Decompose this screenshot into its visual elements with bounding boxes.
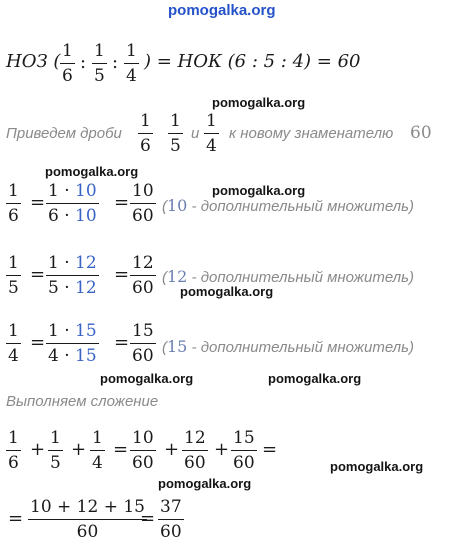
fraction <box>204 110 219 157</box>
denominator-base: 4 · <box>48 346 76 366</box>
fraction <box>168 110 183 157</box>
note-text: - дополнительный множитель) <box>187 269 415 286</box>
denominator: 60 <box>160 522 182 542</box>
fraction-bar <box>46 343 99 344</box>
note-paren: ( <box>162 339 167 356</box>
fraction <box>92 40 107 87</box>
watermark: pomogalka.org <box>158 476 252 491</box>
fraction-bar <box>158 519 184 520</box>
reduce-intro: Приведем дроби <box>6 125 122 142</box>
multiplier-note <box>162 337 414 356</box>
fraction <box>46 252 99 299</box>
numerator: 10 + 12 + 15 <box>30 497 145 517</box>
fraction-bar <box>6 343 21 344</box>
equals-sign: = <box>114 264 130 285</box>
fraction <box>130 320 156 367</box>
numerator: 1 <box>126 41 137 61</box>
equals-sign: = <box>113 439 129 460</box>
denominator: 4 <box>8 346 19 366</box>
multiplier-note <box>162 196 414 215</box>
numerator-base: 1 · <box>48 181 76 201</box>
numerator <box>46 320 99 342</box>
addition-label: Выполняем сложение <box>6 393 159 410</box>
equals-sign: = <box>262 439 278 460</box>
numerator: 15 <box>233 428 255 448</box>
denominator: 5 <box>8 278 19 298</box>
equals-sign: = <box>30 332 46 353</box>
numerator: 1 <box>92 428 103 448</box>
numerator: 12 <box>184 428 206 448</box>
fraction <box>138 110 153 157</box>
numerator: 37 <box>160 497 182 517</box>
fraction-bar <box>130 450 156 451</box>
denominator-base: 5 · <box>48 278 76 298</box>
fraction-bar <box>60 63 75 64</box>
separator: : <box>112 52 119 73</box>
denominator: 5 <box>170 136 181 156</box>
denominator: 60 <box>132 346 154 366</box>
fraction <box>130 252 156 299</box>
denominator: 60 <box>233 453 255 473</box>
reduce-intro-tail: к новому знаменателю <box>229 125 394 142</box>
fraction <box>6 180 21 227</box>
fraction-bar <box>138 133 153 134</box>
equals-sign: = <box>8 508 24 529</box>
numerator: 1 <box>8 321 19 341</box>
denominator: 5 <box>94 66 105 86</box>
fraction <box>46 180 99 227</box>
numerator: 1 <box>62 41 73 61</box>
denominator: 60 <box>132 278 154 298</box>
numerator <box>46 180 99 202</box>
fraction <box>130 180 156 227</box>
denominator: 5 <box>50 453 61 473</box>
numerator: 10 <box>132 181 154 201</box>
equals-sign: = <box>114 192 130 213</box>
fraction-bar <box>168 133 183 134</box>
watermark: pomogalka.org <box>268 371 362 386</box>
note-text: - дополнительный множитель) <box>187 198 415 215</box>
fraction-bar <box>124 63 139 64</box>
multiplier-note <box>162 267 414 286</box>
fraction-bar <box>48 450 63 451</box>
target-denominator: 60 <box>410 123 432 143</box>
multiplier: 12 <box>75 253 97 273</box>
numerator: 15 <box>132 321 154 341</box>
denominator: 4 <box>126 66 137 86</box>
fraction-bar <box>46 203 99 204</box>
fraction <box>130 427 156 474</box>
equals-sign: = <box>30 192 46 213</box>
fraction <box>231 427 257 474</box>
fraction-bar <box>92 63 107 64</box>
numerator: 1 <box>8 253 19 273</box>
numerator: 1 <box>140 111 151 131</box>
numerator: 1 <box>94 41 105 61</box>
multiplier: 15 <box>75 321 97 341</box>
numerator: 1 <box>170 111 181 131</box>
watermark: pomogalka.org <box>212 95 306 110</box>
watermark-top: pomogalka.org <box>168 2 276 19</box>
numerator: 10 <box>132 428 154 448</box>
plus-sign: + <box>71 439 87 460</box>
watermark: pomogalka.org <box>212 183 306 198</box>
equals-sign: = <box>140 508 156 529</box>
numerator: 1 <box>8 181 19 201</box>
fraction <box>124 40 139 87</box>
note-text: - дополнительный множитель) <box>187 339 415 356</box>
note-paren: ( <box>162 198 167 215</box>
fraction <box>60 40 75 87</box>
denominator: 4 <box>92 453 103 473</box>
watermark: pomogalka.org <box>45 164 139 179</box>
fraction-bar <box>204 133 219 134</box>
lcm-result: ) = НОК (6 : 5 : 4) = 60 <box>144 51 361 72</box>
fraction <box>28 496 147 543</box>
fraction-bar <box>130 275 156 276</box>
fraction-bar <box>90 450 105 451</box>
note-value: 15 <box>167 337 188 356</box>
plus-sign: + <box>30 439 46 460</box>
numerator: 1 <box>8 428 19 448</box>
conjunction: и <box>191 125 200 142</box>
fraction <box>48 427 63 474</box>
denominator <box>46 277 99 299</box>
numerator: 12 <box>132 253 154 273</box>
fraction-bar <box>46 275 99 276</box>
fraction-bar <box>231 450 257 451</box>
multiplier: 10 <box>75 181 97 201</box>
multiplier: 12 <box>75 278 97 298</box>
fraction-bar <box>130 343 156 344</box>
denominator: 60 <box>132 453 154 473</box>
fraction <box>90 427 105 474</box>
fraction-bar <box>6 203 21 204</box>
denominator <box>46 205 99 227</box>
result-fraction <box>158 496 184 543</box>
fraction-bar <box>182 450 208 451</box>
denominator: 60 <box>184 453 206 473</box>
numerator: 1 <box>206 111 217 131</box>
fraction <box>6 427 21 474</box>
plus-sign: + <box>214 439 230 460</box>
fraction <box>182 427 208 474</box>
fraction-bar <box>6 450 21 451</box>
equals-sign: = <box>114 332 130 353</box>
denominator: 6 <box>8 453 19 473</box>
denominator-base: 6 · <box>48 206 76 226</box>
denominator: 6 <box>140 136 151 156</box>
denominator: 6 <box>8 206 19 226</box>
denominator: 60 <box>76 522 99 542</box>
multiplier: 15 <box>75 346 97 366</box>
watermark: pomogalka.org <box>100 371 194 386</box>
denominator: 4 <box>206 136 217 156</box>
note-paren: ( <box>162 269 167 286</box>
note-value: 10 <box>167 196 188 215</box>
fraction <box>6 252 21 299</box>
multiplier: 10 <box>75 206 97 226</box>
watermark: pomogalka.org <box>330 459 424 474</box>
denominator: 6 <box>62 66 73 86</box>
numerator: 1 <box>50 428 61 448</box>
numerator-base: 1 · <box>48 253 76 273</box>
lcm-prefix: НОЗ ( <box>6 51 61 72</box>
fraction-bar <box>6 275 21 276</box>
denominator <box>46 345 99 367</box>
note-value: 12 <box>167 267 188 286</box>
equals-sign: = <box>30 264 46 285</box>
separator: : <box>80 52 87 73</box>
watermark: pomogalka.org <box>180 284 274 299</box>
plus-sign: + <box>164 439 180 460</box>
fraction-bar <box>28 519 147 520</box>
fraction <box>46 320 99 367</box>
denominator: 60 <box>132 206 154 226</box>
fraction-bar <box>130 203 156 204</box>
numerator <box>46 252 99 274</box>
numerator-base: 1 · <box>48 321 76 341</box>
fraction <box>6 320 21 367</box>
